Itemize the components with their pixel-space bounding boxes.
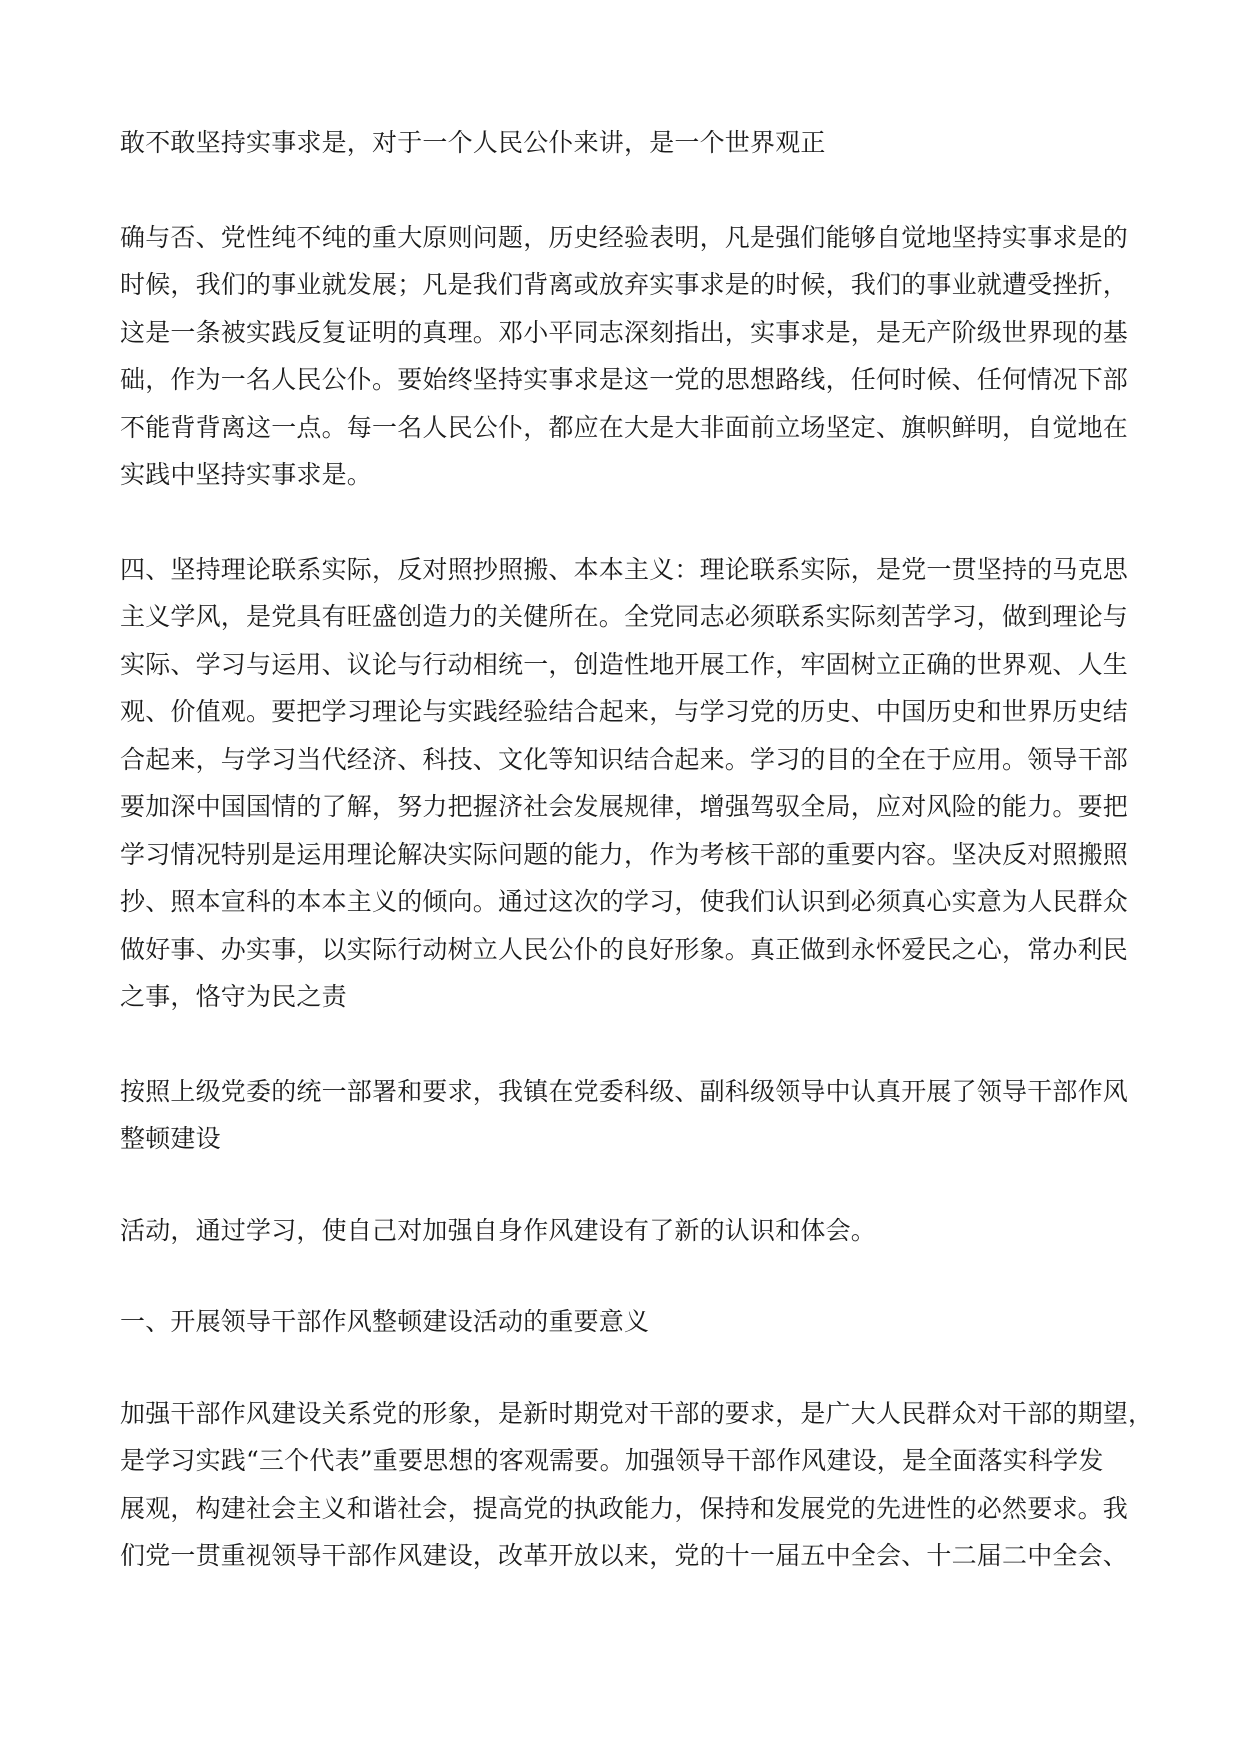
text-line: 是学习实践“三个代表”重要思想的客观需要。加强领导干部作风建设，是全面落实科学发 — [120, 1446, 1104, 1475]
text-line: 观、价值观。要把学习理论与实践经验结合起来，与学习党的历史、中国历史和世界历史结 — [120, 697, 1129, 726]
text-line: 时候，我们的事业就发展；凡是我们背离或放弃实事求是的时候，我们的事业就遭受挫折， — [120, 270, 1129, 299]
paragraph-worldview — [120, 119, 1130, 167]
text-line: 抄、照本宣科的本本主义的倾向。通过这次的学习，使我们认识到必须真心实意为人民群众 — [120, 887, 1129, 916]
text-line: 这是一条被实践反复证明的真理。邓小平同志深刻指出，实事求是，是无产阶级世界现的基 — [120, 317, 1129, 347]
text-line: 确与否、党性纯不纯的重大原则问题，历史经验表明，凡是强们能够自觉地坚持实事求是的 — [120, 222, 1129, 252]
text-line: 做好事、办实事，以实际行动树立人民公仆的良好形象。真正做到永怀爱民之心，常办利民 — [120, 934, 1129, 964]
text-line: 不能背背离这一点。每一名人民公仆，都应在大是大非面前立场坚定、旗帜鲜明，自觉地在 — [120, 412, 1129, 442]
paragraph-activity — [120, 1207, 1130, 1255]
text-line: 之事，恪守为民之责 — [120, 982, 347, 1011]
paragraph-deployment — [120, 1068, 1130, 1163]
text-line: 四、坚持理论联系实际，反对照抄照搬、本本主义：理论联系实际，是党一贯坚持的马克思 — [120, 554, 1129, 584]
text-line: 整顿建设 — [120, 1124, 221, 1153]
text-line: 主义学风，是党具有旺盛创造力的关健所在。全党同志必须联系实际刻苦学习，做到理论与 — [120, 602, 1129, 631]
text-line: 加强干部作风建设关系党的形象，是新时期党对干部的要求，是广大人民群众对干部的期望， — [120, 1398, 1154, 1428]
text-line: 要加深中国国情的了解，努力把握济社会发展规律，增强驾驭全局，应对风险的能力。要把 — [120, 792, 1129, 821]
text-line: 学习情况特别是运用理论解决实际问题的能力，作为考核干部的重要内容。坚决反对照搬照 — [120, 839, 1129, 869]
paragraph-style-building — [120, 1390, 1154, 1580]
text-line: 实际、学习与运用、议论与行动相统一，创造性地开展工作，牢固树立正确的世界观、人生 — [120, 649, 1129, 679]
text-line: 展观，构建社会主义和谐社会，提高党的执政能力，保持和发展党的先进性的必然要求。我 — [120, 1493, 1129, 1523]
paragraph-seek-truth — [120, 214, 1130, 499]
text-line: 按照上级党委的统一部署和要求，我镇在党委科级、副科级领导中认真开展了领导干部作风 — [120, 1076, 1129, 1106]
text-line: 础，作为一名人民公仆。要始终坚持实事求是这一党的思想路线，任何时候、任何情况下部 — [120, 365, 1129, 394]
text-line: 合起来，与学习当代经济、科技、文化等知识结合起来。学习的目的全在于应用。领导干部 — [120, 744, 1129, 774]
section-heading-significance — [120, 1298, 1130, 1346]
text-line: 活动，通过学习，使自己对加强自身作风建设有了新的认识和体会。 — [120, 1215, 877, 1245]
text-line: 一、开展领导干部作风整顿建设活动的重要意义 — [120, 1307, 650, 1336]
text-line: 敢不敢坚持实事求是，对于一个人民公仆来讲，是一个世界观正 — [120, 128, 826, 157]
text-line: 们党一贯重视领导干部作风建设，改革开放以来，党的十一届五中全会、十二届二中全会、 — [120, 1541, 1129, 1570]
text-line: 实践中坚持实事求是。 — [120, 460, 373, 489]
paragraph-theory-practice — [120, 546, 1130, 1021]
